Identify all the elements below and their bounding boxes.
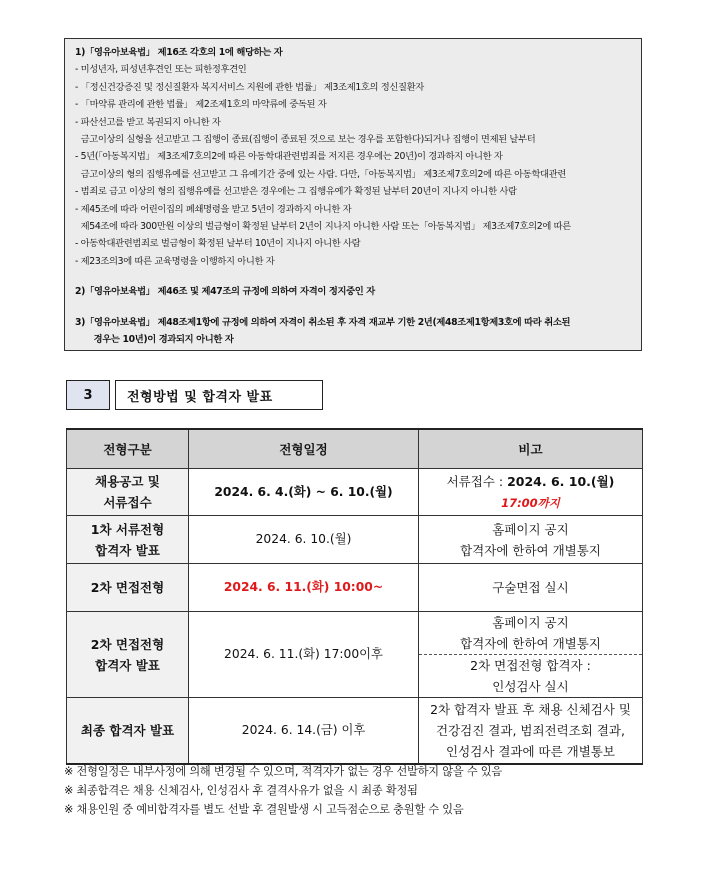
disqualification-item: - 제23조의3에 따른 교육명령을 이행하지 아니한 자: [75, 255, 275, 267]
note-cell: 홈페이지 공지 합격자에 한하여 개별통지: [419, 516, 643, 564]
disqualification-box: [64, 38, 642, 351]
disqualification-item: - 파산선고를 받고 복권되지 아니한 자: [75, 116, 221, 128]
table-header-row: [67, 429, 643, 469]
category-cell: 2차 면접전형 합격자 발표: [67, 612, 189, 698]
note-cell: 서류접수 : 2024. 6. 10.(월) 17:00까지: [419, 469, 643, 516]
disqualification-item: - 미성년자, 피성년후견인 또는 피한정후견인: [75, 64, 247, 76]
disqualification-item: - 「마약류 관리에 관한 법률」 제2조제1호의 마약류에 중독된 자: [75, 99, 327, 111]
disqualification-item: - 제45조에 따라 어린이집의 폐쇄명령을 받고 5년이 경과하지 아니한 자: [75, 203, 352, 215]
section-number: 3: [66, 380, 110, 410]
category-cell: 최종 합격자 발표: [67, 698, 189, 764]
disqualification-item: - 「정신건강증진 및 정신질환자 복지서비스 지원에 관한 법률」 제3조제1호의 정신질환자: [75, 81, 424, 93]
disqualification-heading-1: 1)「영유아보육법」 제16조 각호의 1에 해당하는 자: [75, 47, 283, 58]
header-note: 비고: [419, 429, 643, 469]
table-row: [67, 469, 643, 516]
disqualification-item: - 금고이상의 형의 집행유예를 선고받고 그 유예기간 중에 있는 사람. 다만,「아동복지법」 제3조제7호의2에 따른 아동학대관련 범죄로 금고 이상의 형의 집행유예를 선고받은 경우에는 그 집행유예가 확정된 날부터 20년이 지나지 아니한 사람: [75, 168, 566, 198]
schedule-cell: 2024. 6. 4.(화) ~ 6. 10.(월): [189, 469, 419, 516]
disqualification-item: - 금고이상의 실형을 선고받고 그 집행이 종료(집행이 종료된 것으로 보는 경우를 포함한다)되거나 집행이 면제된 날부터 5년(「아동복지법」 제3조제7호의2에 따른 아동학대관련범죄를 저지른 경우에는 20년)이 경과하지 아니한 자: [75, 134, 536, 163]
note-line: ※ 전형일정은 내부사정에 의해 변경될 수 있으며, 적격자가 없는 경우 선발하지 않을 수 있음: [64, 765, 503, 778]
notes: [64, 762, 502, 819]
schedule-cell: 2024. 6. 11.(화) 17:00이후: [189, 612, 419, 698]
header-schedule: 전형일정: [189, 429, 419, 469]
schedule-cell: 2024. 6. 11.(화) 10:00~: [189, 564, 419, 612]
disqualification-heading-2: 2)「영유아보육법」 제46조 및 제47조의 규정에 의하여 자격이 정지중인 자: [75, 286, 375, 298]
disqualification-item: - 제54조에 따라 300만원 이상의 벌금형이 확정된 날부터 2년이 지나지 아니한 사람 또는「아동복지법」 제3조제7호의2에 따른 아동학대관련범죄로 벌금형이 확정된 날부터 10년이 지나지 아니한 사람: [75, 221, 571, 250]
table-row: [67, 612, 643, 655]
note-cell: 2차 면접전형 합격자 : 인성검사 실시: [419, 655, 643, 698]
table-row: [67, 516, 643, 564]
note-line: ※ 최종합격은 채용 신체검사, 인성검사 후 결격사유가 없을 시 최종 확정됨: [64, 784, 418, 797]
disqualification-heading-3: 3)「영유아보육법」 제48조제1항에 규정에 의하여 자격이 취소된 후 자격 재교부 기한 2년(제48조제1항제3호에 따라 취소된 경우는 10년)이 경과되지 아니한 자: [75, 316, 571, 346]
category-cell: 1차 서류전형 합격자 발표: [67, 516, 189, 564]
category-cell: 2차 면접전형: [67, 564, 189, 612]
note-cell: 2차 합격자 발표 후 채용 신체검사 및 건강검진 결과, 범죄전력조회 결과, 인성검사 결과에 따른 개별통보: [419, 698, 643, 764]
note-cell: 구술면접 실시: [419, 564, 643, 612]
section-title: 전형방법 및 합격자 발표: [115, 380, 323, 410]
table-row: [67, 564, 643, 612]
header-category: 전형구분: [67, 429, 189, 469]
schedule-cell: 2024. 6. 10.(월): [189, 516, 419, 564]
table-row: [67, 698, 643, 764]
note-cell: 홈페이지 공지 합격자에 한하여 개별통지: [419, 612, 643, 655]
schedule-cell: 2024. 6. 14.(금) 이후: [189, 698, 419, 764]
note-line: ※ 채용인원 중 예비합격자를 별도 선발 후 결원발생 시 고득점순으로 충원할 수 있음: [64, 803, 464, 816]
schedule-table: [66, 428, 643, 765]
category-cell: 채용공고 및 서류접수: [67, 469, 189, 516]
